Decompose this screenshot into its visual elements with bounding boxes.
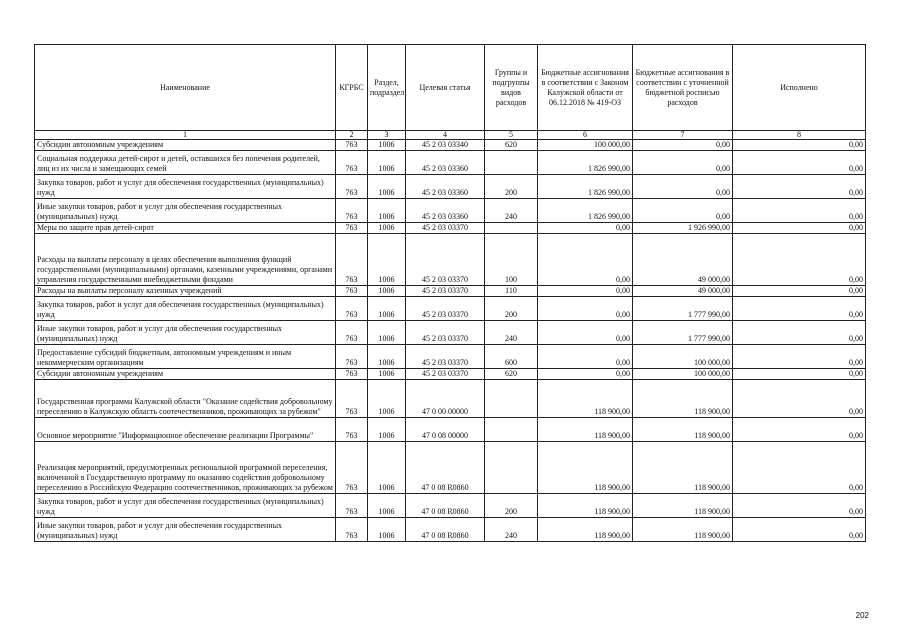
cell-refined-allocation: 100 000,00 bbox=[633, 345, 733, 369]
cell-refined-allocation: 0,00 bbox=[633, 151, 733, 175]
cell-refined-allocation: 49 000,00 bbox=[633, 286, 733, 297]
cell-kgrbs: 763 bbox=[336, 175, 368, 199]
cell-section: 1006 bbox=[368, 151, 406, 175]
cell-target-article: 45 2 03 03360 bbox=[406, 175, 485, 199]
cell-executed: 0,00 bbox=[733, 286, 866, 297]
header-refined-allocations: Бюджетные ассигнования в соответствии с уточненной бюджетной росписью расходов bbox=[633, 45, 733, 131]
cell-target-article: 45 2 03 03360 bbox=[406, 151, 485, 175]
table-row bbox=[35, 234, 866, 286]
cell-law-allocation: 118 900,00 bbox=[538, 442, 633, 494]
column-number-row bbox=[35, 131, 866, 140]
cell-section: 1006 bbox=[368, 297, 406, 321]
cell-expense-group: 200 bbox=[485, 494, 538, 518]
column-number: 6 bbox=[538, 131, 633, 140]
cell-section: 1006 bbox=[368, 234, 406, 286]
cell-section: 1006 bbox=[368, 345, 406, 369]
cell-kgrbs: 763 bbox=[336, 140, 368, 151]
cell-target-article: 47 0 08 00000 bbox=[406, 418, 485, 442]
table-row bbox=[35, 223, 866, 234]
cell-refined-allocation: 118 900,00 bbox=[633, 518, 733, 542]
cell-name: Государственная программа Калужской области "Оказание содействия добровольному переселению в Калужскую область соотечественников, проживающих за рубежом" bbox=[35, 380, 336, 418]
cell-name: Расходы на выплаты персоналу казенных учреждений bbox=[35, 286, 336, 297]
cell-law-allocation: 0,00 bbox=[538, 345, 633, 369]
cell-kgrbs: 763 bbox=[336, 442, 368, 494]
cell-name: Иные закупки товаров, работ и услуг для обеспечения государственных (муниципальных) нужд bbox=[35, 518, 336, 542]
cell-executed: 0,00 bbox=[733, 234, 866, 286]
cell-law-allocation: 118 900,00 bbox=[538, 494, 633, 518]
column-number: 8 bbox=[733, 131, 866, 140]
table-row bbox=[35, 418, 866, 442]
cell-name: Закупка товаров, работ и услуг для обеспечения государственных (муниципальных) нужд bbox=[35, 175, 336, 199]
cell-refined-allocation: 1 926 990,00 bbox=[633, 223, 733, 234]
cell-refined-allocation: 118 900,00 bbox=[633, 442, 733, 494]
table-row bbox=[35, 140, 866, 151]
cell-refined-allocation: 1 777 990,00 bbox=[633, 297, 733, 321]
cell-executed: 0,00 bbox=[733, 442, 866, 494]
cell-kgrbs: 763 bbox=[336, 151, 368, 175]
budget-table bbox=[34, 44, 866, 542]
table-row bbox=[35, 442, 866, 494]
cell-expense-group bbox=[485, 380, 538, 418]
cell-law-allocation: 118 900,00 bbox=[538, 380, 633, 418]
cell-section: 1006 bbox=[368, 199, 406, 223]
table-body bbox=[35, 140, 866, 542]
table-row bbox=[35, 345, 866, 369]
cell-name: Расходы на выплаты персоналу в целях обеспечения выполнения функций государственными (муниципальными) органами, казенными учреждениями, органами управления государственными внебюджетными фондами bbox=[35, 234, 336, 286]
cell-law-allocation: 1 826 990,00 bbox=[538, 199, 633, 223]
cell-refined-allocation: 49 000,00 bbox=[633, 234, 733, 286]
cell-kgrbs: 763 bbox=[336, 286, 368, 297]
cell-refined-allocation: 1 777 990,00 bbox=[633, 321, 733, 345]
cell-target-article: 45 2 03 03370 bbox=[406, 223, 485, 234]
cell-refined-allocation: 0,00 bbox=[633, 199, 733, 223]
cell-kgrbs: 763 bbox=[336, 369, 368, 380]
cell-kgrbs: 763 bbox=[336, 297, 368, 321]
cell-refined-allocation: 118 900,00 bbox=[633, 418, 733, 442]
header-row bbox=[35, 45, 866, 131]
cell-executed: 0,00 bbox=[733, 518, 866, 542]
cell-refined-allocation: 100 000,00 bbox=[633, 369, 733, 380]
cell-expense-group bbox=[485, 223, 538, 234]
column-number: 2 bbox=[336, 131, 368, 140]
column-number: 4 bbox=[406, 131, 485, 140]
cell-target-article: 45 2 03 03370 bbox=[406, 345, 485, 369]
table-row bbox=[35, 151, 866, 175]
cell-section: 1006 bbox=[368, 380, 406, 418]
cell-name: Предоставление субсидий бюджетным, автономным учреждениям и иным некоммерческим организациям bbox=[35, 345, 336, 369]
cell-target-article: 47 0 08 R0860 bbox=[406, 518, 485, 542]
cell-law-allocation: 0,00 bbox=[538, 369, 633, 380]
cell-law-allocation: 1 826 990,00 bbox=[538, 151, 633, 175]
cell-expense-group: 620 bbox=[485, 369, 538, 380]
cell-kgrbs: 763 bbox=[336, 321, 368, 345]
column-number: 3 bbox=[368, 131, 406, 140]
cell-target-article: 47 0 00 00000 bbox=[406, 380, 485, 418]
header-name: Наименование bbox=[35, 45, 336, 131]
column-number: 1 bbox=[35, 131, 336, 140]
cell-expense-group: 600 bbox=[485, 345, 538, 369]
cell-executed: 0,00 bbox=[733, 297, 866, 321]
cell-target-article: 45 2 03 03360 bbox=[406, 199, 485, 223]
cell-section: 1006 bbox=[368, 286, 406, 297]
cell-executed: 0,00 bbox=[733, 140, 866, 151]
cell-law-allocation: 118 900,00 bbox=[538, 418, 633, 442]
cell-expense-group: 240 bbox=[485, 199, 538, 223]
table-row bbox=[35, 518, 866, 542]
cell-executed: 0,00 bbox=[733, 380, 866, 418]
cell-law-allocation: 0,00 bbox=[538, 297, 633, 321]
cell-law-allocation: 0,00 bbox=[538, 223, 633, 234]
cell-name: Субсидии автономным учреждениям bbox=[35, 140, 336, 151]
cell-executed: 0,00 bbox=[733, 199, 866, 223]
cell-kgrbs: 763 bbox=[336, 199, 368, 223]
table-row bbox=[35, 321, 866, 345]
cell-section: 1006 bbox=[368, 140, 406, 151]
cell-target-article: 45 2 03 03340 bbox=[406, 140, 485, 151]
table-row bbox=[35, 369, 866, 380]
cell-section: 1006 bbox=[368, 494, 406, 518]
cell-law-allocation: 0,00 bbox=[538, 286, 633, 297]
cell-section: 1006 bbox=[368, 369, 406, 380]
cell-expense-group: 100 bbox=[485, 234, 538, 286]
table-row bbox=[35, 199, 866, 223]
cell-executed: 0,00 bbox=[733, 175, 866, 199]
cell-kgrbs: 763 bbox=[336, 494, 368, 518]
cell-law-allocation: 0,00 bbox=[538, 321, 633, 345]
cell-expense-group bbox=[485, 418, 538, 442]
page-number: 202 bbox=[855, 611, 869, 620]
table-row bbox=[35, 494, 866, 518]
cell-executed: 0,00 bbox=[733, 494, 866, 518]
cell-refined-allocation: 118 900,00 bbox=[633, 494, 733, 518]
cell-expense-group bbox=[485, 151, 538, 175]
cell-name: Меры по защите прав детей-сирот bbox=[35, 223, 336, 234]
cell-name: Основное мероприятие "Информационное обеспечение реализации Программы" bbox=[35, 418, 336, 442]
cell-target-article: 47 0 08 R0860 bbox=[406, 494, 485, 518]
cell-section: 1006 bbox=[368, 175, 406, 199]
cell-law-allocation: 1 826 990,00 bbox=[538, 175, 633, 199]
cell-section: 1006 bbox=[368, 321, 406, 345]
header-law-allocations: Бюджетные ассигнования в соответствии с Законом Калужской области от 06.12.2018 № 419-ОЗ bbox=[538, 45, 633, 131]
cell-section: 1006 bbox=[368, 418, 406, 442]
cell-name: Иные закупки товаров, работ и услуг для обеспечения государственных (муниципальных) нужд bbox=[35, 321, 336, 345]
cell-target-article: 45 2 03 03370 bbox=[406, 321, 485, 345]
column-number: 7 bbox=[633, 131, 733, 140]
cell-target-article: 45 2 03 03370 bbox=[406, 297, 485, 321]
cell-name: Закупка товаров, работ и услуг для обеспечения государственных (муниципальных) нужд bbox=[35, 494, 336, 518]
cell-kgrbs: 763 bbox=[336, 345, 368, 369]
cell-refined-allocation: 118 900,00 bbox=[633, 380, 733, 418]
cell-executed: 0,00 bbox=[733, 321, 866, 345]
column-number: 5 bbox=[485, 131, 538, 140]
cell-executed: 0,00 bbox=[733, 223, 866, 234]
cell-expense-group: 240 bbox=[485, 321, 538, 345]
header-target-article: Целевая статья bbox=[406, 45, 485, 131]
cell-executed: 0,00 bbox=[733, 151, 866, 175]
cell-law-allocation: 118 900,00 bbox=[538, 518, 633, 542]
table-row bbox=[35, 286, 866, 297]
cell-expense-group: 240 bbox=[485, 518, 538, 542]
cell-kgrbs: 763 bbox=[336, 518, 368, 542]
header-section: Раздел, подраздел bbox=[368, 45, 406, 131]
cell-name: Реализация мероприятий, предусмотренных региональной программой переселения, включенной в Государственную программу по оказанию содействия добровольному переселению в Российскую Федерацию соотечественников, проживающих за рубежом bbox=[35, 442, 336, 494]
header-executed: Исполнено bbox=[733, 45, 866, 131]
header-expense-group: Группы и подгруппы видов расходов bbox=[485, 45, 538, 131]
header-kgrbs: КГРБС bbox=[336, 45, 368, 131]
cell-expense-group: 620 bbox=[485, 140, 538, 151]
cell-law-allocation: 0,00 bbox=[538, 234, 633, 286]
cell-target-article: 47 0 08 R0860 bbox=[406, 442, 485, 494]
cell-section: 1006 bbox=[368, 223, 406, 234]
cell-target-article: 45 2 03 03370 bbox=[406, 234, 485, 286]
table-row bbox=[35, 175, 866, 199]
cell-kgrbs: 763 bbox=[336, 380, 368, 418]
cell-kgrbs: 763 bbox=[336, 234, 368, 286]
cell-executed: 0,00 bbox=[733, 369, 866, 380]
cell-name: Иные закупки товаров, работ и услуг для обеспечения государственных (муниципальных) нужд bbox=[35, 199, 336, 223]
cell-refined-allocation: 0,00 bbox=[633, 140, 733, 151]
cell-name: Субсидии автономным учреждениям bbox=[35, 369, 336, 380]
cell-refined-allocation: 0,00 bbox=[633, 175, 733, 199]
cell-executed: 0,00 bbox=[733, 418, 866, 442]
cell-kgrbs: 763 bbox=[336, 418, 368, 442]
cell-section: 1006 bbox=[368, 442, 406, 494]
table-row bbox=[35, 297, 866, 321]
cell-target-article: 45 2 03 03370 bbox=[406, 286, 485, 297]
cell-name: Закупка товаров, работ и услуг для обеспечения государственных (муниципальных) нужд bbox=[35, 297, 336, 321]
cell-expense-group bbox=[485, 442, 538, 494]
cell-expense-group: 200 bbox=[485, 297, 538, 321]
cell-section: 1006 bbox=[368, 518, 406, 542]
cell-expense-group: 200 bbox=[485, 175, 538, 199]
table-row bbox=[35, 380, 866, 418]
cell-kgrbs: 763 bbox=[336, 223, 368, 234]
cell-target-article: 45 2 03 03370 bbox=[406, 369, 485, 380]
cell-expense-group: 110 bbox=[485, 286, 538, 297]
cell-law-allocation: 100 000,00 bbox=[538, 140, 633, 151]
cell-name: Социальная поддержка детей-сирот и детей, оставшихся без попечения родителей, лиц из их числа и замещающих семей bbox=[35, 151, 336, 175]
cell-executed: 0,00 bbox=[733, 345, 866, 369]
